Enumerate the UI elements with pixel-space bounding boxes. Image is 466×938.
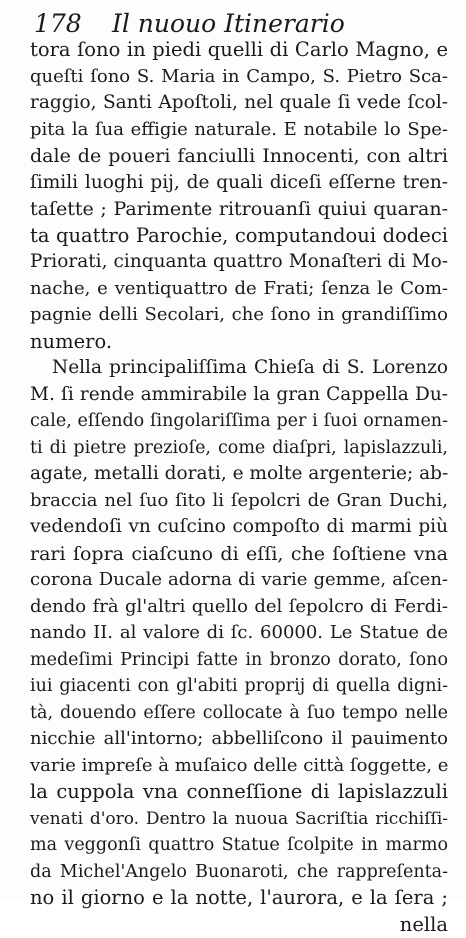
text-line: numero. [30,329,448,356]
text-line: ſimili luoghi pij, de quali diceſi eſſerne tren- [30,170,448,197]
running-title: Il nuouo Itinerario [112,8,345,40]
catchword: nella [30,912,448,938]
text-line: dale de poueri fanciulli Innocenti, con altri [30,143,448,170]
text-line: agate, metalli dorati, e molte argenterie; ab- [30,461,448,488]
page-header [34,8,434,40]
paragraph-first-line: Nella principaliſſima Chieſa di S. Lorenzo [30,355,448,382]
text-line: cale, eſſendo ſingolariſſima per i ſuoi ornamen- [30,408,448,435]
text-line: M. ſi rende ammirabile la gran Cappella Du- [30,382,448,409]
text-line: da Michel'Angelo Buonaroti, che rappreſenta- [30,859,448,886]
text-line: braccia nel ſuo ſito li ſepolcri de Gran Duchi, [30,488,448,515]
body-text [30,37,448,938]
text-line: tà, douendo eſſere collocate à ſuo tempo nelle [30,700,448,727]
text-line: ta quattro Parochie, computandoui dodeci [30,223,448,250]
text-line: nicchie all'intorno; abbelliſcono il pauimento [30,726,448,753]
text-line: medeſimi Principi fatte in bronzo dorato, ſono [30,647,448,674]
text-line: pagnie delli Secolari, che ſono in grandiſſimo [30,302,448,329]
text-line: taſette ; Parimente ritrouanſi quiui quaran- [30,196,448,223]
text-line: tora ſono in piedi quelli di Carlo Magno, e [30,37,448,64]
text-line: venati d'oro. Dentro la nuoua Sacriſtia ricchiſſi- [30,806,448,833]
text-line: corona Ducale adorna di varie gemme, aſcen- [30,567,448,594]
text-line: ma veggonſi quattro Statue ſcolpite in marmo [30,832,448,859]
text-line: pita la ſua effigie naturale. E notabile lo Spe- [30,117,448,144]
text-line: vedendoſi vn cuſcino compoſto di marmi più [30,514,448,541]
page-number: 178 [34,8,104,40]
text-line: queſti ſono S. Maria in Campo, S. Pietro Sca- [30,64,448,91]
text-line: iui giacenti con gl'abiti proprij di quella digni- [30,673,448,700]
text-line: la cuppola vna conneſſione di lapislazzuli [30,779,448,806]
text-line: nache, e ventiquattro de Frati; ſenza le Com- [30,276,448,303]
text-line: ti di pietre prezioſe, come diaſpri, lapislazzuli, [30,435,448,462]
text-line: no il giorno e la notte, l'aurora, e la ſera ; [30,885,448,912]
text-line: nando II. al valore di ſc. 60000. Le Statue de [30,620,448,647]
text-line: rari ſopra ciaſcuno di eſſi, che ſoſtiene vna [30,541,448,568]
text-line: raggio, Santi Apoſtoli, nel quale ſi vede ſcol- [30,90,448,117]
text-line: dendo frà gl'altri quello del ſepolcro di Ferdi- [30,594,448,621]
text-line: Priorati, cinquanta quattro Monaſteri di Mo- [30,249,448,276]
text-line: varie impreſe à muſaico delle città ſoggette, e [30,753,448,780]
